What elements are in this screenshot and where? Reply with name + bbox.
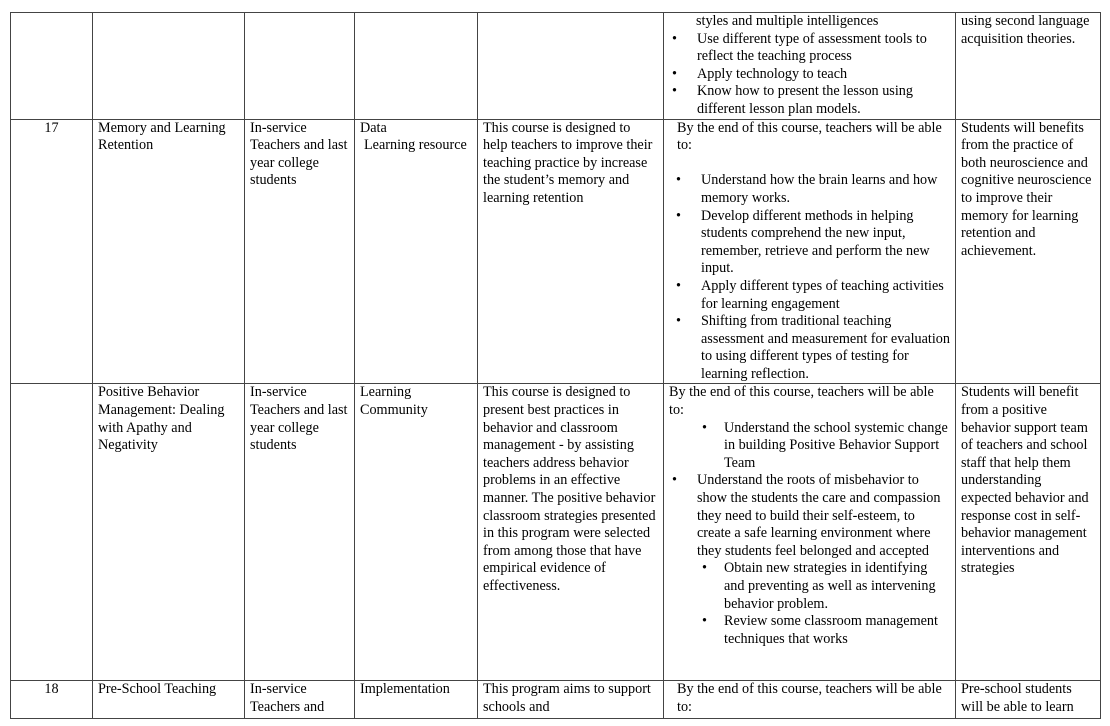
course-title-cell: Pre-School Teaching bbox=[93, 681, 245, 719]
target-audience-cell: In-service Teachers and last year college students bbox=[245, 384, 355, 681]
course-description-cell: This program aims to support schools and bbox=[478, 681, 664, 719]
target-audience-cell: In-service Teachers and bbox=[245, 681, 355, 719]
list-item: • Apply different types of teaching activities for learning engagement bbox=[673, 278, 950, 313]
list-item: • Know how to present the lesson using different lesson plan models. bbox=[669, 83, 950, 118]
target-audience-cell bbox=[245, 13, 355, 120]
course-title-cell: Positive Behavior Management: Dealing with Apathy and Negativity bbox=[93, 384, 245, 681]
course-number-cell bbox=[11, 384, 93, 681]
list-item: • Understand how the brain learns and how memory works. bbox=[673, 172, 950, 207]
list-item: • Review some classroom management techniques that works bbox=[669, 613, 950, 648]
course-number-cell: 17 bbox=[11, 119, 93, 384]
student-benefit-cell bbox=[956, 384, 1101, 681]
list-item: • Understand the school systemic change in building Positive Behavior Support Team bbox=[669, 420, 950, 473]
course-number-cell bbox=[11, 13, 93, 120]
list-item: • Use different type of assessment tools to reflect the teaching process bbox=[669, 31, 950, 66]
outcomes-intro: By the end of this course, teachers will be able to: bbox=[677, 119, 942, 154]
list-item: • Apply technology to teach bbox=[669, 66, 950, 84]
list-item: • Develop different methods in helping students comprehend the new input, remember, retrieve and perform the new input. bbox=[673, 208, 950, 278]
course-number-cell: 18 bbox=[11, 681, 93, 719]
benefit-text: response cost in self-behavior management interventions and strategies bbox=[961, 507, 1087, 577]
outcome-continuation: styles and multiple intelligences bbox=[696, 13, 879, 29]
table-row bbox=[11, 681, 1101, 719]
student-benefit-cell: Pre-school students will be able to learn bbox=[956, 681, 1101, 719]
course-type-cell bbox=[355, 13, 478, 120]
student-benefit-cell: using second language acquisition theories. bbox=[956, 13, 1101, 120]
table-row bbox=[11, 119, 1101, 384]
learning-outcomes-cell bbox=[664, 13, 956, 120]
course-type-line: Data bbox=[360, 119, 387, 136]
course-type-cell: Implementation bbox=[355, 681, 478, 719]
course-type-cell bbox=[355, 119, 478, 384]
table-row bbox=[11, 13, 1101, 120]
learning-outcomes-cell bbox=[664, 681, 956, 719]
course-title-cell: Memory and Learning Retention bbox=[93, 119, 245, 384]
learning-outcomes-cell bbox=[664, 384, 956, 681]
course-table bbox=[10, 12, 1101, 719]
course-description-cell: This course is designed to present best practices in behavior and classroom management - by assisting teachers address behavior problems in an effective manner. The positive behavior classroom strategies presented in this program were selected from among those that have empirical evidence of effectiveness. bbox=[478, 384, 664, 681]
table-row bbox=[11, 384, 1101, 681]
course-title-cell bbox=[93, 13, 245, 120]
list-item: • Shifting from traditional teaching assessment and measurement for evaluation to using different types of testing for learning reflection. bbox=[673, 313, 950, 383]
course-description-cell: This course is designed to help teachers to improve their teaching practice by increase the student’s memory and learning retention bbox=[478, 119, 664, 384]
outcomes-list bbox=[669, 472, 950, 560]
course-type-cell: Learning Community bbox=[355, 384, 478, 681]
list-item: • Obtain new strategies in identifying and preventing as well as intervening behavior problem. bbox=[669, 560, 950, 613]
course-description-cell bbox=[478, 13, 664, 120]
outcomes-list bbox=[669, 172, 950, 383]
student-benefit-cell: Students will benefits from the practice of both neuroscience and cognitive neuroscience to improve their memory for learning retention and achievement. bbox=[956, 119, 1101, 384]
outcomes-intro: By the end of this course, teachers will be able to: bbox=[669, 384, 934, 419]
list-item: • Understand the roots of misbehavior to show the students the care and compassion they need to build their self-esteem, to create a safe learning environment where they students feel belonged and accepted bbox=[669, 472, 950, 560]
learning-outcomes-cell bbox=[664, 119, 956, 384]
outcomes-list bbox=[669, 560, 950, 648]
target-audience-cell: In-service Teachers and last year college students bbox=[245, 119, 355, 384]
course-type-line: Learning resource bbox=[364, 137, 467, 154]
outcomes-intro: By the end of this course, teachers will be able to: bbox=[677, 681, 942, 716]
benefit-text: Students will benefit from a positive behavior support team of teachers and school staff that help them understanding expected behavior and bbox=[961, 384, 1089, 507]
outcomes-list bbox=[669, 420, 950, 473]
outcomes-list bbox=[669, 31, 950, 119]
